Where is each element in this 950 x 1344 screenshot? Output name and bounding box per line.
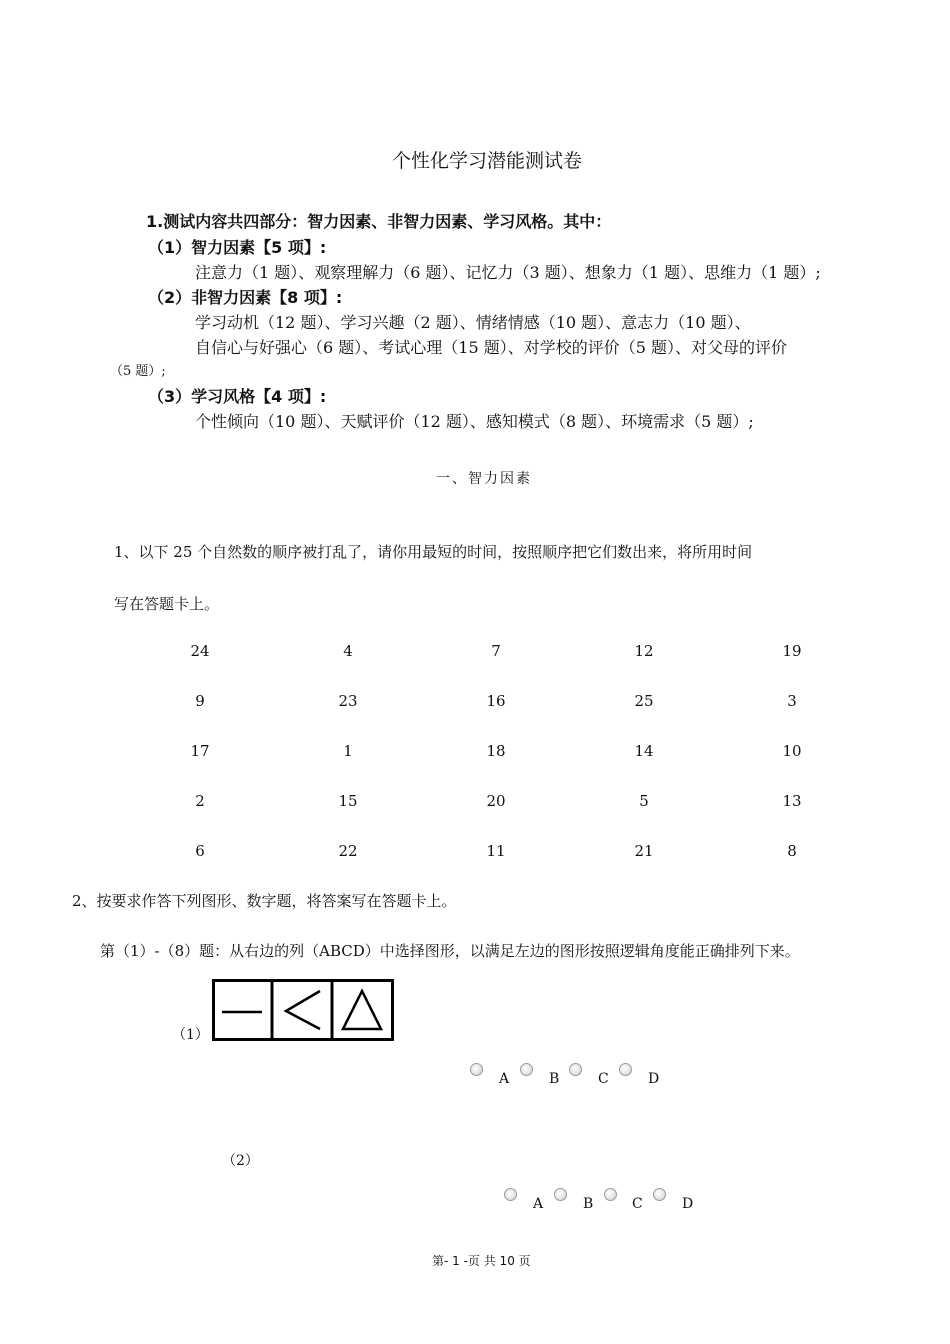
part1-heading: （1）智力因素【5 项】:: [148, 238, 327, 257]
document-title: 个性化学习潜能测试卷: [392, 150, 583, 172]
grid-cell: 25: [634, 692, 654, 710]
grid-cell: 8: [787, 842, 797, 860]
option-c-radio[interactable]: [569, 1063, 582, 1076]
part2-line1: 学习动机（12 题）、学习兴趣（2 题）、情绪情感（10 题）、意志力（10 题）、: [195, 313, 751, 332]
intro-heading: 1.测试内容共四部分：智力因素、非智力因素、学习风格。其中：: [146, 212, 612, 231]
option-a-radio[interactable]: [470, 1063, 483, 1076]
option-b-label: B: [549, 1071, 560, 1087]
grid-cell: 2: [195, 792, 205, 810]
grid-cell: 1: [343, 742, 353, 760]
q2-instruction: 第（1）-（8）题：从右边的列（ABCD）中选择图形，以满足左边的图形按照逻辑角度能正确排列下来。: [100, 942, 800, 960]
page-footer: 第- 1 -页 共 10 页: [432, 1254, 531, 1268]
sub-question-2-label: （2）: [222, 1153, 259, 1169]
option-d-label: D: [682, 1196, 694, 1212]
option-b-radio[interactable]: [554, 1188, 567, 1201]
grid-cell: 9: [195, 692, 205, 710]
triangle-shape: [343, 991, 381, 1029]
option-d-radio[interactable]: [653, 1188, 666, 1201]
sub-question-1-label: （1）: [172, 1027, 209, 1043]
option-a-label: A: [499, 1071, 510, 1087]
section-title: 一、智力因素: [436, 471, 532, 487]
grid-cell: 20: [486, 792, 506, 810]
part3-items: 个性倾向（10 题）、天赋评价（12 题）、感知模式（8 题）、环境需求（5 题）;: [195, 412, 754, 431]
grid-cell: 10: [782, 742, 802, 760]
pattern-sequence-figure: [212, 979, 394, 1041]
grid-cell: 22: [338, 842, 358, 860]
option-a-radio[interactable]: [504, 1188, 517, 1201]
grid-cell: 5: [639, 792, 649, 810]
grid-cell: 21: [634, 842, 654, 860]
grid-cell: 6: [195, 842, 205, 860]
option-a-label: A: [533, 1196, 544, 1212]
part1-items: 注意力（1 题）、观察理解力（6 题）、记忆力（3 题）、想象力（1 题）、思维力（1 题）;: [195, 263, 821, 282]
option-c-radio[interactable]: [604, 1188, 617, 1201]
part2-line2: 自信心与好强心（6 题）、考试心理（15 题）、对学校的评价（5 题）、对父母的评价: [195, 338, 787, 357]
grid-cell: 24: [190, 642, 210, 660]
option-d-label: D: [648, 1071, 660, 1087]
grid-cell: 18: [486, 742, 506, 760]
grid-cell: 4: [343, 642, 353, 660]
option-c-label: C: [598, 1071, 609, 1087]
grid-cell: 19: [782, 642, 802, 660]
angle-shape: [286, 991, 320, 1029]
grid-cell: 3: [787, 692, 797, 710]
q1-text-line2: 写在答题卡上。: [114, 595, 220, 613]
option-b-label: B: [583, 1196, 594, 1212]
grid-cell: 23: [338, 692, 358, 710]
grid-cell: 11: [486, 842, 506, 860]
grid-cell: 16: [486, 692, 506, 710]
grid-cell: 15: [338, 792, 358, 810]
grid-cell: 17: [190, 742, 210, 760]
q1-text-line1: 1、以下 25 个自然数的顺序被打乱了，请你用最短的时间，按照顺序把它们数出来，将所用时间: [114, 543, 753, 561]
grid-cell: 12: [634, 642, 654, 660]
option-b-radio[interactable]: [520, 1063, 533, 1076]
part3-heading: （3）学习风格【4 项】:: [148, 387, 327, 406]
q2-text: 2、按要求作答下列图形、数字题，将答案写在答题卡上。: [72, 892, 457, 910]
grid-cell: 7: [491, 642, 501, 660]
grid-cell: 14: [634, 742, 654, 760]
part2-line3: （5 题）;: [110, 364, 166, 379]
grid-cell: 13: [782, 792, 802, 810]
option-c-label: C: [632, 1196, 643, 1212]
option-d-radio[interactable]: [619, 1063, 632, 1076]
part2-heading: （2）非智力因素【8 项】:: [148, 288, 343, 307]
